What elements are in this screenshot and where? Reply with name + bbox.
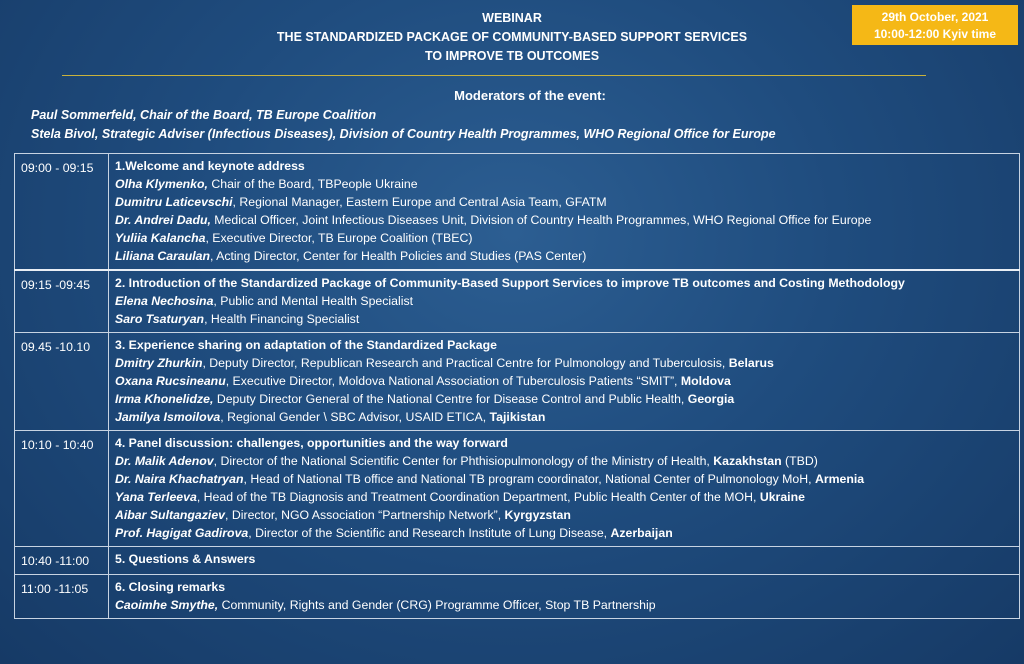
speaker-line — [115, 292, 1013, 310]
title-line-webinar: WEBINAR — [482, 11, 542, 25]
session-title: 4. Panel discussion: challenges, opportunities and the way forward — [115, 436, 508, 450]
speaker-country: Kazakhstan — [713, 454, 782, 468]
agenda-content — [109, 431, 1020, 547]
speaker-role: Community, Rights and Gender (CRG) Programme Officer, Stop TB Partnership — [218, 598, 656, 612]
speaker-line — [115, 470, 1013, 488]
speaker-line — [115, 354, 1013, 372]
speaker-line — [115, 390, 1013, 408]
moderator-1: Paul Sommerfeld, Chair of the Board, TB Europe Coalition — [31, 108, 377, 122]
title-divider — [62, 75, 926, 76]
speaker-role: , Director of the National Scientific Center for Phthisiopulmonology of the Ministry of Health, — [213, 454, 714, 468]
speaker-line — [115, 310, 1013, 328]
speaker-country: Moldova — [680, 374, 731, 388]
agenda-row — [15, 154, 1020, 271]
agenda-time: 09:00 - 09:15 — [15, 154, 109, 271]
session-title: 1.Welcome and keynote address — [115, 159, 305, 173]
agenda-time: 10:10 - 10:40 — [15, 431, 109, 547]
speaker-line — [115, 372, 1013, 390]
speaker-name: Dr. Andrei Dadu, — [115, 213, 211, 227]
speaker-line — [115, 175, 1013, 193]
speaker-line — [115, 452, 1013, 470]
speaker-line — [115, 211, 1013, 229]
session-title: 2. Introduction of the Standardized Package of Community-Based Support Services to improve TB outcomes and Costing Methodology — [115, 276, 905, 290]
speaker-line — [115, 596, 1013, 614]
speaker-role: , Director, NGO Association “Partnership Network”, — [225, 508, 505, 522]
speaker-name: Dmitry Zhurkin — [115, 356, 203, 370]
speaker-role: Medical Officer, Joint Infectious Diseases Unit, Division of Country Health Programmes, WHO Regional Office for Europe — [210, 213, 872, 227]
speaker-country: Azerbaijan — [610, 526, 673, 540]
speaker-name: Yuliia Kalancha — [115, 231, 206, 245]
speaker-role: , Acting Director, Center for Health Policies and Studies (PAS Center) — [210, 249, 587, 263]
speaker-name: Saro Tsaturyan — [115, 312, 205, 326]
event-time: 10:00-12:00 Kyiv time — [873, 27, 997, 41]
agenda-row — [15, 547, 1020, 575]
agenda-time: 09.45 -10.10 — [15, 333, 109, 431]
speaker-line — [115, 193, 1013, 211]
speaker-country: Armenia — [814, 472, 865, 486]
speaker-line — [115, 247, 1013, 265]
session-title: 5. Questions & Answers — [115, 552, 256, 566]
agenda-time: 09:15 -09:45 — [15, 270, 109, 333]
speaker-name: Oxana Rucsineanu — [115, 374, 226, 388]
speaker-line — [115, 488, 1013, 506]
speaker-role: Chair of the Board, TBPeople Ukraine — [207, 177, 418, 191]
title-line-package: THE STANDARDIZED PACKAGE OF COMMUNITY-BASED SUPPORT SERVICES — [276, 30, 748, 44]
agenda-row — [15, 270, 1020, 333]
agenda-table — [14, 153, 1020, 619]
speaker-name: Elena Nechosina — [115, 294, 214, 308]
speaker-role: , Health Financing Specialist — [204, 312, 360, 326]
agenda-content — [109, 154, 1020, 271]
speaker-country: Tajikistan — [489, 410, 546, 424]
speaker-name: Dr. Malik Adenov — [115, 454, 214, 468]
speaker-line — [115, 229, 1013, 247]
session-title: 3. Experience sharing on adaptation of the Standardized Package — [115, 338, 497, 352]
event-date: 29th October, 2021 — [881, 10, 989, 24]
speaker-name: Irma Khonelidze, — [115, 392, 214, 406]
speaker-role: , Regional Gender \ SBC Advisor, USAID ETICA, — [220, 410, 490, 424]
agenda-row — [15, 431, 1020, 547]
moderator-2: Stela Bivol, Strategic Adviser (Infectious Diseases), Division of Country Health Programmes, WHO Regional Office for Europe — [31, 127, 776, 141]
speaker-role: , Deputy Director, Republican Research and Practical Centre for Pulmonology and Tuberculosis, — [202, 356, 729, 370]
speaker-role: , Executive Director, Moldova National Association of Tuberculosis Patients “SMIT”, — [225, 374, 681, 388]
speaker-role: , Executive Director, TB Europe Coalition (TBEC) — [205, 231, 473, 245]
speaker-role: , Regional Manager, Eastern Europe and Central Asia Team, GFATM — [232, 195, 607, 209]
speaker-name: Dumitru Laticevschi — [115, 195, 233, 209]
agenda-content — [109, 547, 1020, 575]
speaker-name: Caoimhe Smythe, — [115, 598, 219, 612]
speaker-name: Aibar Sultangaziev — [115, 508, 226, 522]
agenda-time: 10:40 -11:00 — [15, 547, 109, 575]
speaker-role: Deputy Director General of the National Centre for Disease Control and Public Health, — [213, 392, 688, 406]
speaker-name: Jamilya Ismoilova — [115, 410, 221, 424]
date-badge — [852, 5, 1018, 45]
agenda-row — [15, 575, 1020, 619]
agenda-row — [15, 333, 1020, 431]
speaker-name: Liliana Caraulan — [115, 249, 210, 263]
moderators-heading: Moderators of the event: — [454, 88, 606, 103]
speaker-line — [115, 506, 1013, 524]
agenda-time: 11:00 -11:05 — [15, 575, 109, 619]
speaker-suffix: (TBD) — [781, 454, 818, 468]
session-title: 6. Closing remarks — [115, 580, 226, 594]
speaker-name: Prof. Hagigat Gadirova — [115, 526, 249, 540]
speaker-name: Olha Klymenko, — [115, 177, 208, 191]
speaker-name: Yana Terleeva — [115, 490, 197, 504]
title-line-outcomes: TO IMPROVE TB OUTCOMES — [424, 49, 600, 63]
speaker-country: Ukraine — [759, 490, 805, 504]
speaker-role: , Public and Mental Health Specialist — [213, 294, 414, 308]
speaker-country: Belarus — [728, 356, 774, 370]
speaker-line — [115, 408, 1013, 426]
speaker-name: Dr. Naira Khachatryan — [115, 472, 244, 486]
speaker-line — [115, 524, 1013, 542]
speaker-country: Kyrgyzstan — [504, 508, 571, 522]
speaker-role: , Head of National TB office and National TB program coordinator, National Center of Pulmonology MoH, — [243, 472, 815, 486]
speaker-role: , Director of the Scientific and Research Institute of Lung Disease, — [248, 526, 611, 540]
speaker-country: Georgia — [687, 392, 735, 406]
agenda-content — [109, 333, 1020, 431]
agenda-content — [109, 270, 1020, 333]
agenda-content — [109, 575, 1020, 619]
speaker-role: , Head of the TB Diagnosis and Treatment Coordination Department, Public Health Center of the MOH, — [196, 490, 760, 504]
